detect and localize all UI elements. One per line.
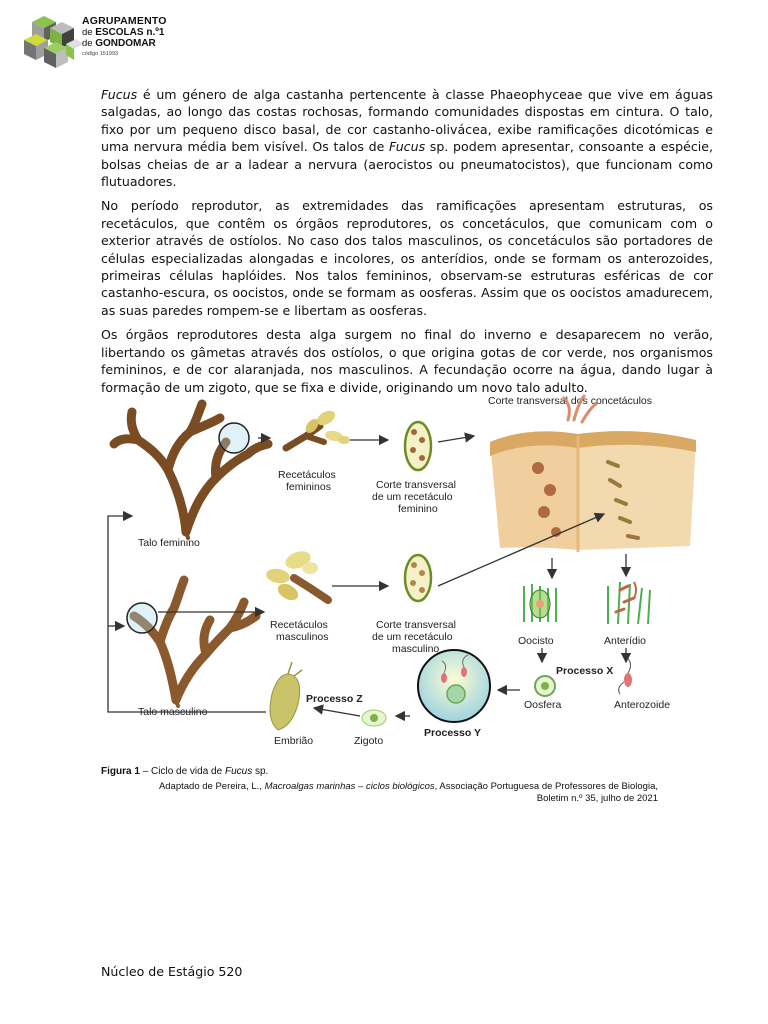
oosphere-icon — [535, 676, 555, 696]
fucus-life-cycle-diagram — [98, 390, 708, 752]
label-rec-masc-2: masculinos — [276, 631, 329, 643]
antherozoid-icon — [619, 657, 632, 694]
female-thallus-icon — [114, 404, 268, 538]
oocyst-icon — [524, 584, 556, 622]
label-corte-fem-1: Corte transversal — [376, 479, 456, 491]
label-talo-masculino: Talo masculino — [138, 706, 208, 718]
male-thallus-icon — [134, 580, 256, 706]
paragraph-1: Fucus é um género de alga castanha pertencente à classe Phaeophyceae que vive em águas salgadas, ao longo das costas rochosas, formando comunidades dispostas em cintura. O talo, fixo por um pequeno disco basal, de cor castanho-olivácea, exibe ramificações dicotómicas e uma nervura média bem visível. Os talos de Fucus sp. podem apresentar, consoante a espécie, bolsas cheias de ar a ladear a nervura (aerocistos ou pneumatocistos), que funcionam como flutuadores. — [101, 87, 713, 190]
figure-credit — [130, 781, 658, 805]
female-receptacle-highlight — [219, 423, 249, 453]
label-corte-masc-2: de um recetáculo — [372, 631, 453, 643]
arrow-section-fem-to-conceptacle — [438, 436, 474, 442]
credit-line-1: Adaptado de Pereira, L., Macroalgas marinhas – ciclos biológicos, Associação Portuguesa de Professores de Biologia, — [158, 781, 658, 792]
logo-line-3: de GONDOMAR — [82, 38, 156, 49]
label-oocisto: Oocisto — [518, 635, 554, 647]
label-anteridio: Anterídio — [604, 635, 647, 647]
label-processo-y: Processo Y — [424, 727, 482, 739]
label-processo-z: Processo Z — [306, 693, 363, 705]
label-corte-fem-3: feminino — [398, 503, 438, 515]
label-oosfera: Oosfera — [524, 699, 562, 711]
female-receptacle-section-icon — [405, 422, 431, 470]
fertilization-cell-icon — [418, 650, 490, 722]
male-receptacles-icon — [265, 548, 328, 604]
body-text — [101, 86, 713, 403]
label-corte-concetaculos: Corte transversal dos concetáculos — [488, 395, 652, 407]
embryo-icon — [270, 662, 302, 730]
conceptacle-section-icon — [490, 396, 696, 552]
credit-line-2: Boletim n.º 35, julho de 2021 — [536, 793, 658, 804]
label-processo-x: Processo X — [556, 665, 614, 677]
label-rec-fem-2: femininos — [286, 481, 331, 493]
male-receptacle-section-icon — [405, 555, 431, 601]
label-corte-masc-1: Corte transversal — [376, 619, 456, 631]
label-rec-masc-1: Recetáculos — [270, 619, 328, 631]
logo-cubes-icon — [22, 14, 84, 70]
figure-caption: Figura 1 – Ciclo de vida de Fucus sp. — [101, 766, 269, 777]
male-receptacle-highlight — [127, 603, 157, 633]
female-receptacles-icon — [286, 408, 350, 448]
label-embriao: Embrião — [274, 735, 314, 747]
paragraph-2: No período reprodutor, as extremidades das ramificações apresentam estruturas, os recetáculos, que contêm os órgãos reprodutores, os concetáculos, que comunicam com o exterior através de ostíolos. No caso dos talos masculinos, os concetáculos são portadores de células especializadas alongadas e incolores, os anterídios, onde se formam os anterozoides, primeiras células haplóides. Nos talos femininos, observam-se estruturas esféricas de cor castanho-escura, os oocistos, onde se formam as oosferas. Assim que os oocistos amadurecem, as suas paredes rompem-se e libertam as oosferas. — [101, 198, 713, 318]
arrow-to-embryo — [314, 708, 360, 716]
label-rec-fem-1: Recetáculos — [278, 469, 336, 481]
label-anterozoide: Anterozoide — [614, 699, 671, 711]
logo-line-2: de ESCOLAS n.º1 — [82, 27, 165, 38]
logo-line-4: código 151993 — [82, 51, 119, 57]
label-talo-feminino: Talo feminino — [138, 537, 200, 549]
logo-text — [82, 16, 167, 60]
label-corte-masc-3: masculino — [392, 643, 440, 655]
logo-line-1: AGRUPAMENTO — [82, 15, 167, 27]
zygote-icon — [362, 710, 386, 726]
paragraph-3: Os órgãos reprodutores desta alga surgem no final do inverno e desaparecem no verão, libertando os gâmetas através dos ostíolos, o que origina gotas de cor verde, nos organismos femininos, e de cor alaranjada, nos masculinos. A fecundação ocorre na água, dando lugar à formação de um zigoto, que se fixa e divide, originando um novo talo adulto. — [101, 327, 713, 395]
footer-text: Núcleo de Estágio 520 — [101, 964, 243, 979]
label-zigoto: Zigoto — [354, 735, 384, 747]
antheridium-icon — [608, 582, 650, 624]
label-corte-fem-2: de um recetáculo — [372, 491, 453, 503]
